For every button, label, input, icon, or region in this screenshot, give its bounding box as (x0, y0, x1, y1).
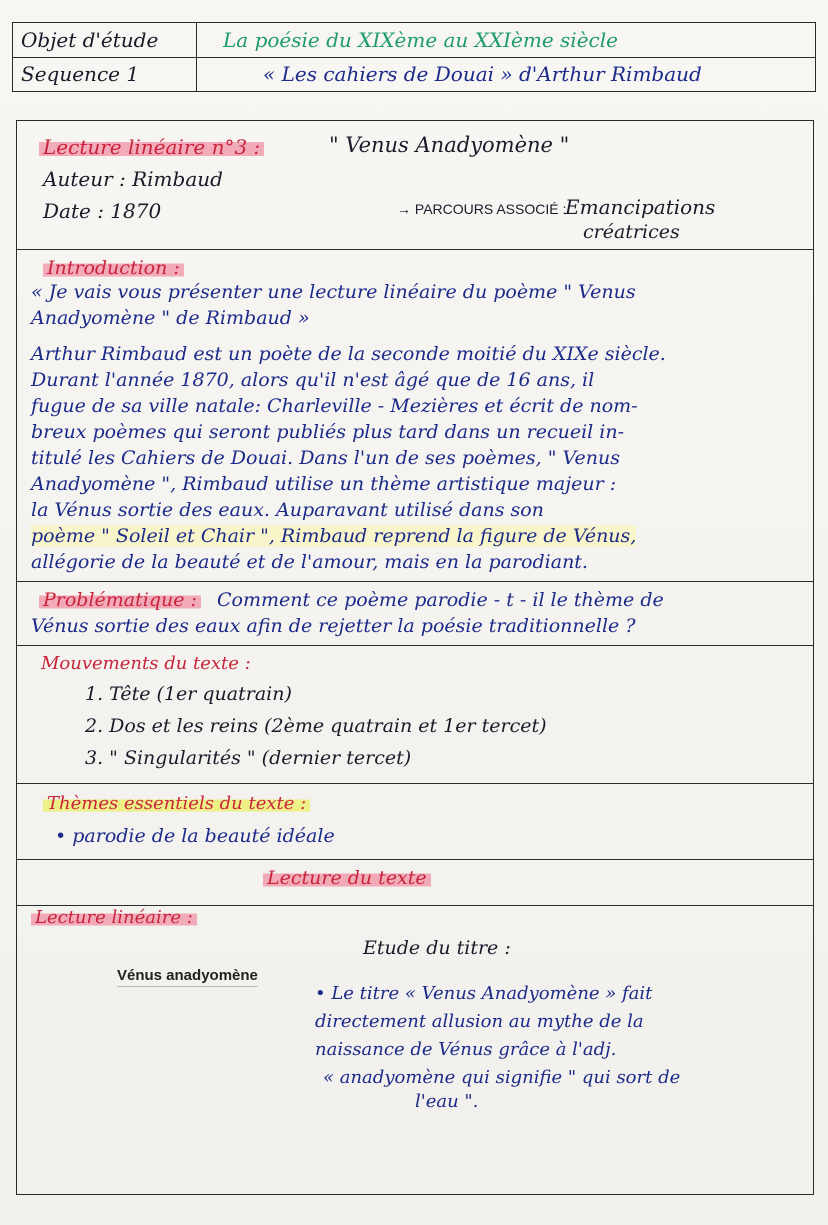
objet-label: Objet d'étude (21, 28, 159, 52)
parcours-value-2: créatrices (583, 221, 680, 243)
poem-title: Vénus anadyomène (117, 967, 258, 987)
etude-line-5: l'eau ". (415, 1091, 479, 1112)
mouvement-item-3: 3. " Singularités " (dernier tercet) (85, 747, 412, 769)
intro-line-10: poème " Soleil et Chair ", Rimbaud reprend la figure de Vénus, (31, 525, 637, 547)
section-divider (17, 581, 813, 582)
problematique-line-2: Vénus sortie des eaux afin de rejetter la poésie traditionnelle ? (31, 615, 636, 637)
etude-titre-heading: Etude du titre : (363, 937, 511, 959)
parcours-label: → PARCOURS ASSOCIÉ : (397, 201, 567, 217)
intro-line-9: la Vénus sortie des eaux. Auparavant utilisé dans son (31, 499, 544, 521)
intro-line-6: breux poèmes qui seront publiés plus tard dans un recueil in- (31, 421, 624, 443)
intro-line-8: Anadyomène ", Rimbaud utilise un thème artistique majeur : (31, 473, 617, 495)
parcours-value-1: Emancipations (565, 195, 716, 219)
problematique-heading: Problématique : (39, 589, 201, 611)
lecture-du-texte-heading: Lecture du texte (263, 867, 431, 889)
etude-line-4: « anadyomène qui signifie " qui sort de (323, 1067, 681, 1088)
author-line: Auteur : Rimbaud (43, 167, 223, 191)
sequence-label: Sequence 1 (21, 62, 140, 86)
etude-line-1: • Le titre « Venus Anadyomène » fait (315, 983, 653, 1004)
section-divider (17, 249, 813, 250)
mouvements-heading: Mouvements du texte : (41, 653, 251, 674)
etude-line-2: directement allusion au mythe de la (315, 1011, 644, 1032)
intro-line-7: titulé les Cahiers de Douai. Dans l'un de ses poèmes, " Venus (31, 447, 620, 469)
mouvement-item-1: 1. Tête (1er quatrain) (85, 683, 292, 705)
intro-line-3: Arthur Rimbaud est un poète de la seconde moitié du XIXe siècle. (31, 343, 666, 365)
introduction-heading: Introduction : (43, 257, 184, 279)
lecture-lineaire-heading: Lecture linéaire : (31, 907, 197, 928)
section-divider (17, 645, 813, 646)
etude-line-3: naissance de Vénus grâce à l'adj. (315, 1039, 617, 1060)
main-frame (16, 120, 814, 1195)
section-divider (17, 859, 813, 860)
header-table (12, 22, 816, 92)
themes-heading: Thèmes essentiels du texte : (43, 793, 310, 814)
objet-value: La poésie du XIXème au XXIème siècle (223, 28, 618, 52)
intro-line-5: fugue de sa ville natale: Charleville - Mezières et écrit de nom- (31, 395, 638, 417)
problematique-line-1: Comment ce poème parodie - t - il le thème de (217, 589, 664, 611)
section-divider (17, 905, 813, 906)
date-line: Date : 1870 (43, 199, 162, 223)
intro-line-1: « Je vais vous présenter une lecture linéaire du poème " Venus (31, 281, 636, 303)
themes-item: • parodie de la beauté idéale (55, 825, 335, 847)
section-divider (17, 783, 813, 784)
intro-line-11: allégorie de la beauté et de l'amour, mais en la parodiant. (31, 551, 588, 573)
intro-line-2: Anadyomène " de Rimbaud » (31, 307, 310, 329)
lecture-title-label: Lecture linéaire n°3 : (39, 135, 264, 159)
sequence-value: « Les cahiers de Douai » d'Arthur Rimbaud (263, 62, 702, 86)
header-row-sequence (13, 57, 815, 91)
header-row-objet (13, 23, 815, 58)
lecture-title-value: " Venus Anadyomène " (329, 133, 570, 157)
intro-line-4: Durant l'année 1870, alors qu'il n'est âgé que de 16 ans, il (31, 369, 595, 391)
mouvement-item-2: 2. Dos et les reins (2ème quatrain et 1er tercet) (85, 715, 547, 737)
